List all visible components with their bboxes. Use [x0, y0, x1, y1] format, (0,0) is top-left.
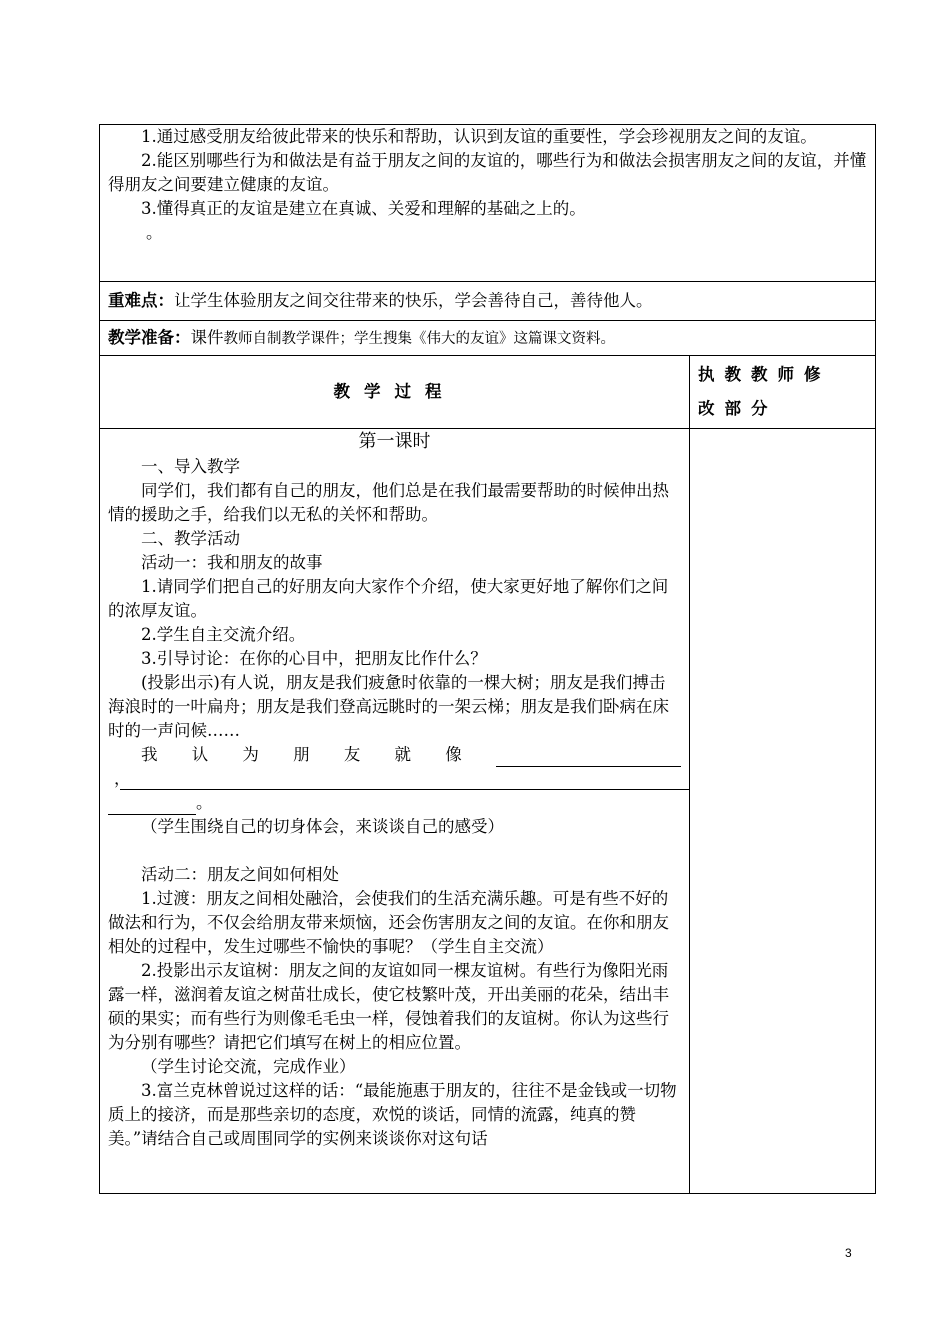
lesson-content-cell	[100, 429, 690, 1194]
fill-long-blank	[120, 767, 689, 790]
lesson-p13: （学生讨论交流，完成作业）	[141, 1057, 356, 1076]
fill-word: 认	[191, 745, 209, 764]
objective-2: 2.能区别哪些行为和做法是有益于朋友之间的友谊的，哪些行为和做法会损害朋友之间的友谊，并懂得朋友之间要建立健康的友谊。	[108, 151, 867, 194]
fill-period: 。	[196, 793, 213, 812]
lesson-p5: 1.请同学们把自己的好朋友向大家作个介绍，使大家更好地了解你们之间的浓厚友谊。	[108, 577, 669, 620]
fill-short-blank	[108, 796, 196, 815]
revise-header	[690, 356, 876, 429]
page-number: 3	[845, 1246, 852, 1260]
lesson-p11: 1.过渡：朋友之间相处融洽，会使我们的生活充满乐趣。可是有些不好的做法和行为，不仅会给朋友带来烦恼，还会伤害朋友之间的友谊。在你和朋友相处的过程中，发生过哪些不愉快的事呢？（学生自主交流）	[108, 889, 669, 956]
process-title: 教学过程	[100, 356, 690, 429]
key-points-text: 让学生体验朋友之间交往带来的快乐，学会善待自己，善待他人。	[174, 291, 653, 310]
objectives-cell	[100, 125, 876, 282]
process-header-row	[100, 356, 876, 429]
lesson-plan-table	[99, 124, 876, 1194]
objectives-trailing: 。	[145, 223, 163, 242]
lesson-p1: 一、导入教学	[141, 457, 240, 476]
preparation-row	[100, 321, 876, 356]
revise-header-line1: 执教教师修	[698, 365, 831, 384]
revise-header-line2: 改部分	[698, 399, 778, 418]
lesson-p14: 3.富兰克林曾说过这样的话：“最能施惠于朋友的，往往不是金钱或一切物质上的接济，而是那些亲切的态度，欢悦的谈话，同情的流露，纯真的赞美。”请结合自己或周围同学的实例来谈谈你对这句话	[108, 1081, 677, 1148]
lesson-p9: （学生围绕自己的切身体会，来谈谈自己的感受）	[141, 817, 504, 836]
objective-3: 3.懂得真正的友谊是建立在真诚、关爱和理解的基础之上的。	[141, 199, 586, 218]
fill-word: 友	[343, 745, 361, 764]
fill-word: 朋	[293, 745, 310, 764]
preparation-label: 教学准备：	[108, 327, 191, 347]
objective-1: 1.通过感受朋友给彼此带来的快乐和帮助，认识到友谊的重要性，学会珍视朋友之间的友谊。	[141, 127, 817, 146]
lesson-p3: 二、教学活动	[141, 529, 240, 548]
fill-blank	[496, 748, 681, 767]
lesson-heading: 第一课时	[358, 431, 431, 452]
fill-word: 就	[394, 745, 412, 764]
key-points-row	[100, 282, 876, 321]
preparation-text-a: 课件	[190, 327, 224, 347]
fill-in-line	[108, 743, 681, 767]
lesson-p4: 活动一：我和朋友的故事	[141, 553, 323, 572]
fill-word: 为	[242, 745, 259, 764]
lesson-content-row	[100, 429, 876, 1194]
fill-word: 像	[445, 745, 462, 764]
key-points-label: 重难点：	[108, 291, 174, 310]
lesson-p12: 2.投影出示友谊树：朋友之间的友谊如同一棵友谊树。有些行为像阳光雨露一样，滋润着友谊之树苗壮成长，使它枝繁叶茂，开出美丽的花朵，结出丰硕的果实；而有些行为则像毛毛虫一样，侵蚀着我们的友谊树。你认为这些行为分别有哪些？请把它们填写在树上的相应位置。	[108, 961, 669, 1052]
lesson-p8: (投影出示)有人说，朋友是我们疲惫时依靠的一棵大树；朋友是我们搏击海浪时的一叶扁舟；朋友是我们登高远眺时的一架云梯；朋友是我们卧病在床时的一声问候……	[108, 673, 669, 740]
objectives-row	[100, 125, 876, 282]
lesson-p7: 3.引导讨论：在你的心目中，把朋友比作什么？	[141, 649, 487, 668]
preparation-text-b: 教师自制教学课件；学生搜集《伟大的友谊》这篇课文资料。	[223, 330, 615, 347]
fill-line-3	[108, 791, 681, 815]
key-points-cell	[100, 282, 876, 321]
lesson-p2: 同学们，我们都有自己的朋友，他们总是在我们最需要帮助的时候伸出热情的援助之手，给我们以无私的关怀和帮助。	[108, 481, 669, 524]
lesson-p10: 活动二：朋友之间如何相处	[141, 865, 339, 884]
fill-word: 我	[141, 745, 158, 764]
fill-line-2	[108, 767, 681, 791]
fill-comma: ，	[114, 769, 131, 788]
lesson-p6: 2.学生自主交流介绍。	[141, 625, 306, 644]
revision-notes-cell	[690, 429, 876, 1194]
preparation-cell	[100, 321, 876, 356]
